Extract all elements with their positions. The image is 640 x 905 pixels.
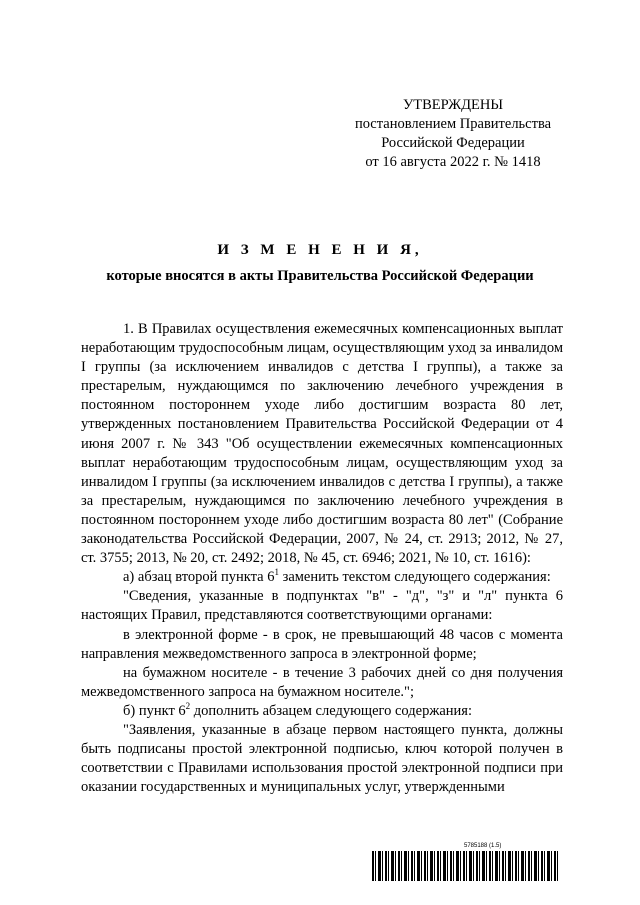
superscript: 2 bbox=[185, 701, 191, 712]
document-subtitle: которые вносятся в акты Правительства Российской Федерации bbox=[106, 268, 534, 284]
paragraph-quote-info: "Сведения, указанные в подпунктах "в" - "д", "з" и "л" пункта 6 настоящих Правил, представляются соответствующими органами: bbox=[81, 588, 563, 624]
paragraph-paper-form: на бумажном носителе - в течение 3 рабочих дней со дня получения межведомственного запроса на бумажном носителе."; bbox=[81, 664, 563, 700]
approval-line-federation: Российской Федерации bbox=[381, 135, 525, 151]
paragraph-text: а) абзац второй пункта 6 bbox=[123, 569, 275, 586]
approval-stamp bbox=[346, 96, 560, 172]
paragraph-electronic-form: в электронной форме - в срок, не превышающий 48 часов с момента направления межведомственного запроса в электронной форме; bbox=[81, 626, 563, 662]
approval-line-approved: УТВЕРЖДЕНЫ bbox=[402, 97, 504, 113]
paragraph-text: заменить текстом следующего содержания: bbox=[278, 569, 551, 586]
paragraph-text: б) пункт 6 bbox=[123, 702, 186, 719]
approval-line-resolution: постановлением Правительства bbox=[354, 116, 552, 132]
approval-line-date: от 16 августа 2022 г. № 1418 bbox=[365, 154, 541, 170]
paragraph-item-1: 1. В Правилах осуществления ежемесячных компенсационных выплат неработающим трудоспособным лицам, осуществляющим уход за инвалидом I группы (за исключением инвалидов с детства I группы), а также за престарелым, нуждающимся по заключению лечебного учреждения в постоянном постороннем уходе либо достигшим возраста 80 лет, утвержденных постановлением Правительства Российской Федерации от 4 июня 2007 г. № 343 "Об осуществлении ежемесячных компенсационных выплат неработающим трудоспособным лицам, осуществляющим уход за инвалидом I группы (за исключением инвалидов с детства I группы), а также за престарелым, нуждающимся по заключению лечебного учреждения в постоянном постороннем уходе либо достигшим возраста 80 лет" (Собрание законодательства Российской Федерации, 2007, № 24, ст. 2913; 2012, № 27, ст. 3755; 2013, № 20, ст. 2492; 2018, № 45, ст. 6946; 2021, № 10, ст. 1616): bbox=[81, 321, 563, 567]
paragraph-subitem-b bbox=[81, 702, 563, 721]
paragraph-quote-applications: "Заявления, указанные в абзаце первом настоящего пункта, должны быть подписаны простой электронной подписью, ключ которой получен в соответствии с Правилами использования простой электронной подписи при оказании государственных и муниципальных услуг, утвержденными bbox=[81, 721, 563, 796]
superscript: 1 bbox=[274, 567, 279, 578]
barcode-icon bbox=[372, 851, 560, 881]
barcode-number: 5785188 (1.5) bbox=[464, 843, 502, 849]
paragraph-subitem-a bbox=[81, 568, 563, 587]
document-body bbox=[81, 320, 563, 797]
document-title: И З М Е Н Е Н И Я, bbox=[217, 242, 423, 258]
barcode-block bbox=[372, 843, 560, 881]
paragraph-text: дополнить абзацем следующего содержания: bbox=[190, 702, 472, 719]
